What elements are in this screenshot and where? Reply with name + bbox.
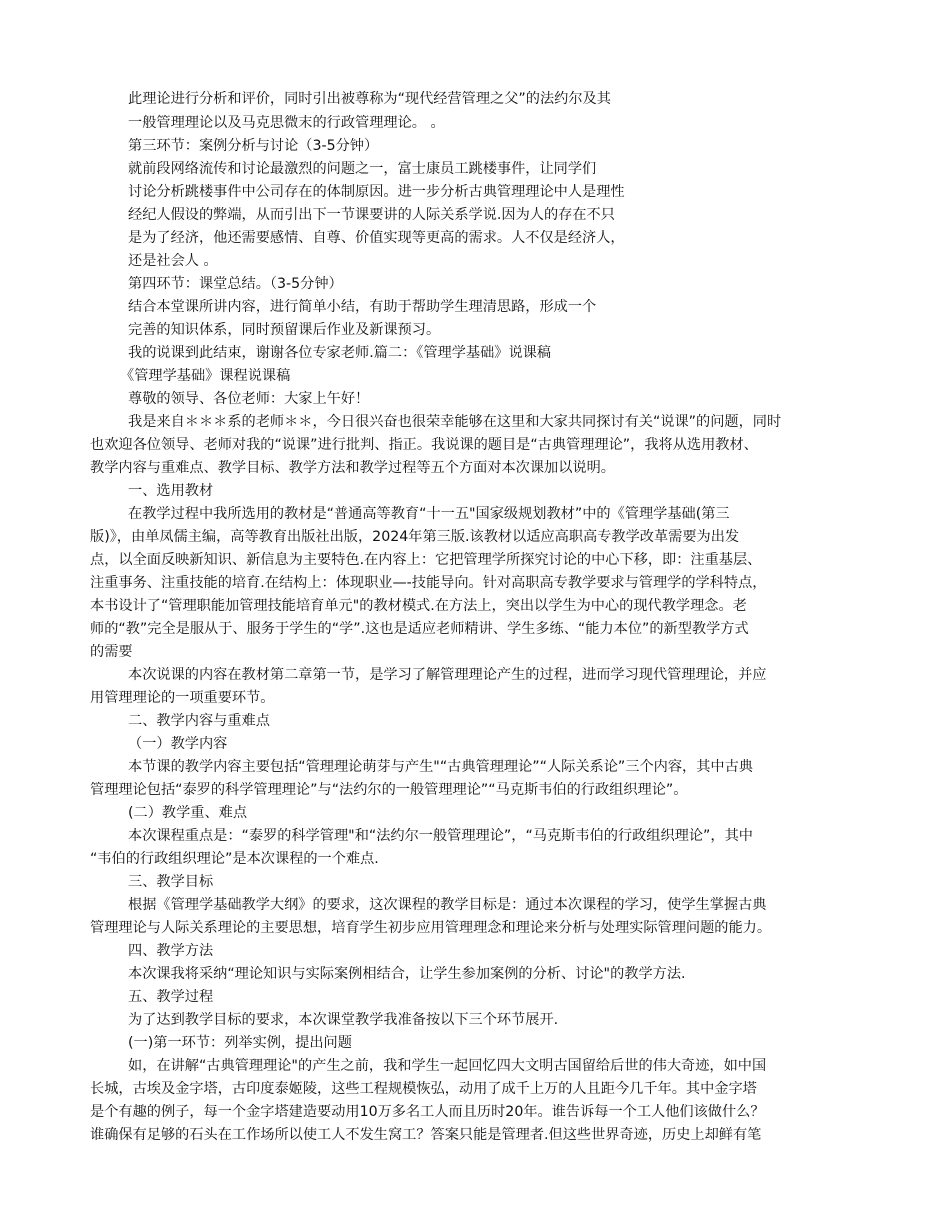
- text-line: 谁确保有足够的石头在工作场所以使工人不发生窝工？答案只能是管理者.但这些世界奇迹，历史上却鲜有笔: [90, 1127, 762, 1143]
- text-line: 用管理理论的一项重要环节。: [90, 690, 275, 706]
- section-heading: 第四环节：课堂总结。（3-5分钟）: [128, 276, 343, 292]
- text-line: 一般管理理论以及马克思微末的行政管理理论。 。: [128, 115, 445, 131]
- subsection-heading: (一)第一环节：列举实例，提出问题: [128, 1035, 352, 1051]
- text-line: 还是社会人 。: [128, 253, 218, 269]
- text-line: 的需要: [90, 644, 133, 660]
- text-line: 本次课我将采纳“理论知识与实际案例相结合，让学生参加案例的分析、讨论"的教学方法.: [128, 966, 686, 982]
- text-line: 本节课的教学内容主要包括“管理理论萌芽与产生"“古典管理理论”“人际关系论”三个内容，其中古典: [128, 759, 753, 775]
- text-line: “韦伯的行政组织理论”是本次课程的一个难点.: [90, 851, 379, 867]
- greeting: 尊敬的领导、各位老师：大家上午好！: [128, 391, 370, 407]
- text-line: 我的说课到此结束，谢谢各位专家老师.篇二：《管理学基础》说课稿: [128, 345, 552, 361]
- text-line: 是为了经济，他还需要感情、自尊、价值实现等更高的需求。人不仅是经济人，: [128, 230, 625, 246]
- text-line: 完善的知识体系，同时预留课后作业及新课预习。: [128, 322, 441, 338]
- text-line: 管理理论与人际关系理论的主要思想，培育学生初步应用管理理念和理论来分析与处理实际管理问题的能力。: [90, 920, 772, 936]
- text-line: 版)》，由单凤儒主编，高等教育出版社出版，2024年第三版.该教材以适应高职高专教学改革需要为出发: [90, 529, 740, 545]
- text-line: 本次说课的内容在教材第二章第一节，是学习了解管理理论产生的过程，进而学习现代管理理论，并应: [128, 667, 767, 683]
- text-line: 第三环节：案例分析与讨论（3-5分钟）: [128, 138, 379, 154]
- text-line: 在教学过程中我所选用的教材是“普通高等教育“十一五"国家级规划教材”中的《管理学基础(第三: [128, 506, 730, 522]
- section-heading: 五、教学过程: [128, 989, 214, 1005]
- text-line: 我是来自＊＊＊系的老师＊＊，今日很兴奋也很荣幸能够在这里和大家共同探讨有关“说课”的问题，同时: [128, 414, 782, 430]
- subsection-heading: (二）教学重、难点: [128, 805, 248, 821]
- text-line: 注重事务、注重技能的培育.在结构上：体现职业—-技能导向。针对高职高专教学要求与管理学的学科特点，: [90, 575, 767, 591]
- subsection-heading: （一）教学内容: [128, 736, 228, 752]
- text-line: 就前段网络流传和讨论最激烈的问题之一，富士康员工跳楼事件，让同学们: [128, 161, 597, 177]
- text-line: 也欢迎各位领导、老师对我的“说课”进行批判、指正。我说课的题目是“古典管理理论”，我将从选用教材、: [90, 437, 758, 453]
- text-line: 本次课程重点是：“泰罗的科学管理"和“法约尔一般管理理论”，“马克斯韦伯的行政组织理论”，其中: [128, 828, 753, 844]
- text-line: 经纪人假设的弊端，从而引出下一节课要讲的人际关系学说.因为人的存在不只: [128, 207, 615, 223]
- text-line: 讨论分析跳楼事件中公司存在的体制原因。进一步分析古典管理理论中人是理性: [128, 184, 625, 200]
- text-line: 点，以全面反映新知识、新信息为主要特色.在内容上：它把管理学所探究讨论的中心下移，即：注重基层、: [90, 552, 762, 568]
- text-line: 长城，古埃及金字塔，古印度泰姬陵，这些工程规模恢弘，动用了成千上万的人且距今几千年。其中金字塔: [90, 1081, 757, 1097]
- text-line: 师的“教”完全是服从于、服务于学生的“学”.这也是适应老师精讲、学生多练、“能力本位”的新型教学方式: [90, 621, 749, 637]
- text-line: 此理论进行分析和评价，同时引出被尊称为“现代经营管理之父”的法约尔及其: [128, 91, 611, 107]
- section-heading: 四、教学方法: [128, 943, 214, 959]
- document-title: 《管理学基础》课程说课稿: [120, 368, 291, 384]
- text-line: 是个有趣的例子，每一个金字塔建造要动用10万多名工人而且历时20年。谁告诉每一个工人他们该做什么？: [90, 1104, 765, 1120]
- text-line: 结合本堂课所讲内容，进行简单小结，有助于帮助学生理清思路，形成一个: [128, 299, 597, 315]
- section-heading: 一、选用教材: [128, 483, 214, 499]
- text-line: 管理理论包括“泰罗的科学管理理论”与“法约尔的一般管理理论”“马克斯韦伯的行政组织理论”。: [90, 782, 688, 798]
- text-line: 根据《管理学基础教学大纲》的要求，这次课程的教学目标是：通过本次课程的学习，使学生掌握古典: [128, 897, 767, 913]
- text-line: 本书设计了“管理职能加管理技能培育单元"的教材模式.在方法上，突出以学生为中心的现代教学理念。老: [90, 598, 747, 614]
- text-line: 教学内容与重难点、教学目标、教学方法和教学过程等五个方面对本次课加以说明。: [90, 460, 615, 476]
- section-heading: 三、教学目标: [128, 874, 214, 890]
- text-line: 如，在讲解“古典管理理论"的产生之前，我和学生一起回忆四大文明古国留给后世的伟大奇迹，如中国: [128, 1058, 767, 1074]
- text-line: 为了达到教学目标的要求，本次课堂教学我准备按以下三个环节展开.: [128, 1012, 559, 1028]
- section-heading: 二、教学内容与重难点: [128, 713, 270, 729]
